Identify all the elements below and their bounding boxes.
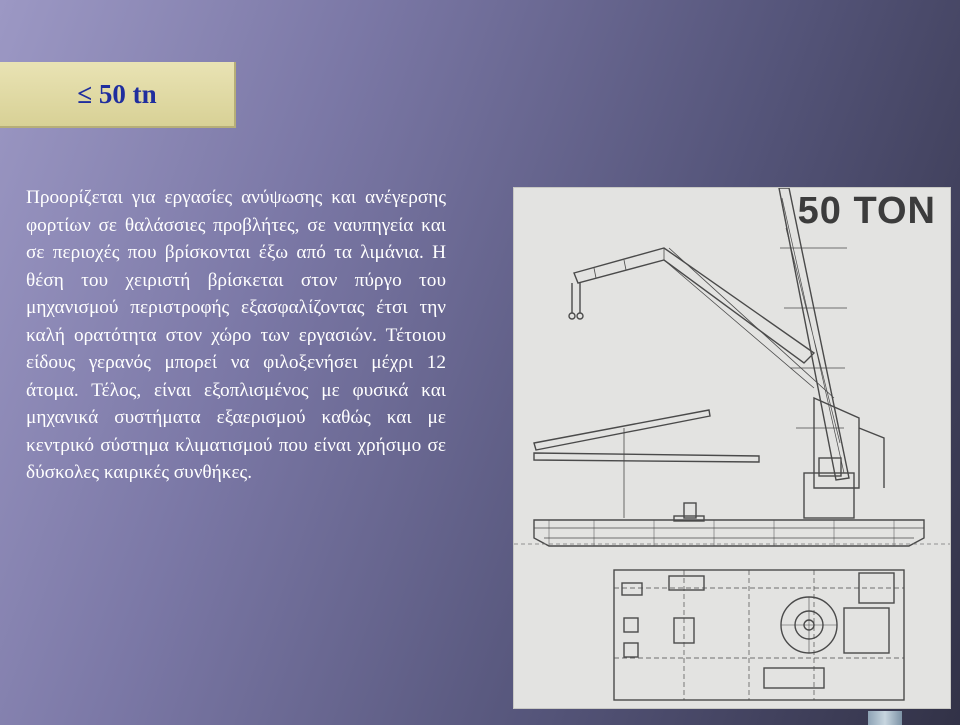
title-box <box>0 62 236 128</box>
slide-title: ≤ 50 tn <box>77 78 157 109</box>
footer-logo-icon <box>868 711 902 725</box>
crane-drawing-figure <box>514 188 950 708</box>
body-paragraph: Προορίζεται για εργασίες ανύψωσης και ανέγερσης φορτίων σε θαλάσσιες προβλήτες, σε ναυπηγεία και σε περιοχές που βρίσκονται έξω από τα λιμάνια. Η θέση του χειριστή βρίσκεται στον πύργο του μηχανισμού περιστροφής εξασφαλίζοντας έτσι την καλή ορατότητα στον χώρο των εργασιών. Τέτοιου είδους γερανός μπορεί να φιλοξενήσει μέχρι 12 άτομα. Τέλος, είναι εξοπλισμένος με φυσικά και μηχανικά συστήματα εξαερισμού καθώς και με κεντρικό σύστημα κλιματισμού που είναι χρήσιμο σε δύσκολες καιρικές συνθήκες. <box>26 187 446 483</box>
figure-label: 50 TON <box>797 190 936 232</box>
floating-crane-drawing <box>514 188 950 708</box>
